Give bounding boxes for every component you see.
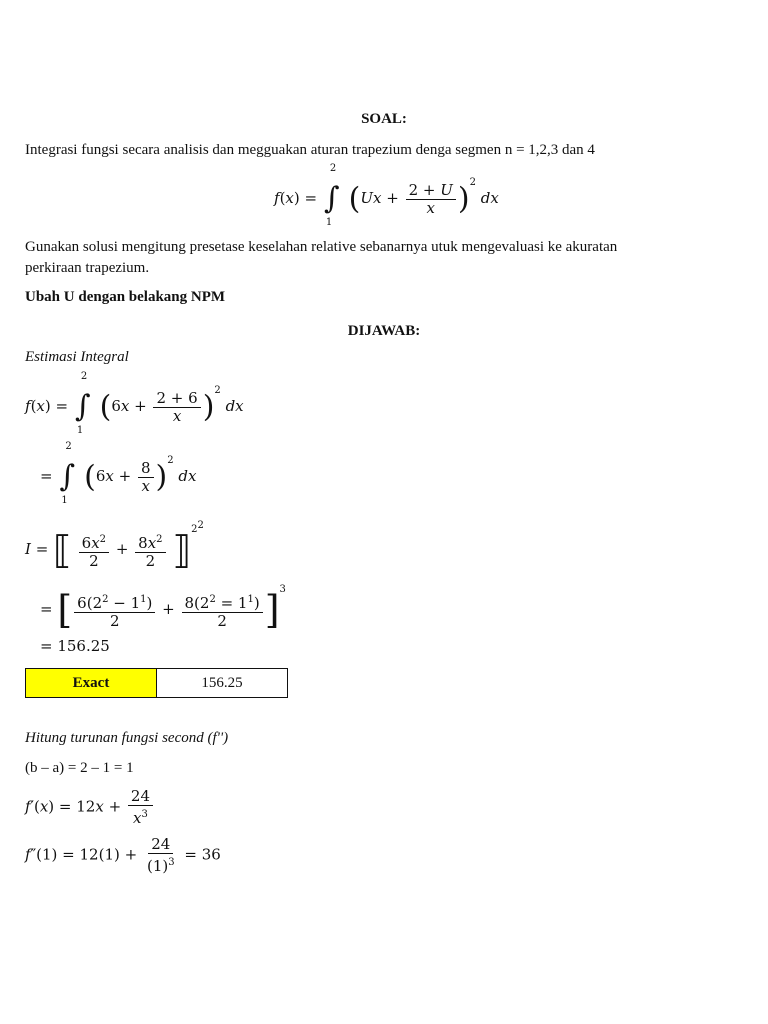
result-value: = 156.25 [40, 637, 110, 655]
soal-heading: SOAL: [361, 111, 407, 127]
dijawab-heading: DIJAWAB: [347, 323, 421, 339]
exact-value-cell: 156.25 [157, 669, 288, 698]
exact-table [25, 668, 288, 698]
estimasi-label: Estimasi Integral [25, 349, 129, 365]
hitung-label: Hitung turunan fungsi second (f'') [25, 730, 229, 746]
formula-main: f(x) = 2 ∫ 1 (Ux + $\frac{2 + U}{x}$ )$^2$ dx [274, 163, 499, 228]
formula-first-derivative: f′(x) = 12x + $\frac{24}{x^3}$ [25, 788, 155, 827]
formula-estimasi-1: f(x) = 2 ∫ 1 (6x + $\frac{2 + 6}{x}$ )$^2$ dx [25, 371, 244, 436]
formula-evaluasi: = [ $\frac{6(2^2 - 1^1)}{2}$ + $\frac{8(2^2 = 1^1)}{2}$ ]$^3$ [40, 584, 286, 632]
formula-estimasi-2: = 2 ∫ 1 (6x + $\frac{8}{x}$ )$^2$ dx [40, 441, 197, 506]
b-minus-a: (b – a) = 2 – 1 = 1 [25, 760, 134, 776]
soal-text-1: Integrasi fungsi secara analisis dan megguakan aturan trapezium denga segmen n = 1,2,3 dan 4 [25, 142, 595, 158]
soal-text-2a: Gunakan solusi mengitung presetase keselahan relative sebanarnya utuk mengevaluasi ke akuratan [25, 239, 618, 255]
formula-integral-I: I = ⟦ $\frac{6x^2}{2}$ + $\frac{8x^2}{2}$ ⟧$^{22}$ [25, 520, 204, 572]
formula-second-derivative: f″(1) = 12(1) + $\frac{24}{(1)^3}$ = 36 [25, 835, 221, 875]
soal-text-3: Ubah U dengan belakang NPM [25, 289, 226, 305]
soal-text-2b: perkiraan trapezium. [25, 260, 150, 276]
exact-label-cell: Exact [26, 669, 157, 698]
